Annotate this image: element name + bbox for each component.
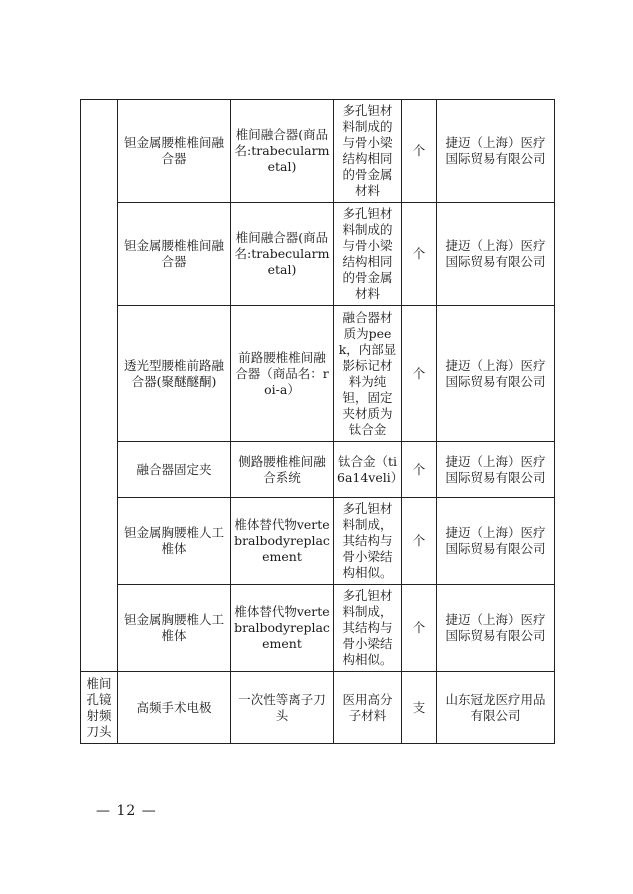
company-cell: 山东冠龙医疗用品有限公司 [437,672,555,744]
product-name-cell: 钽金属胸腰椎人工椎体 [118,585,231,672]
table-row [81,306,555,442]
table-row [81,585,555,672]
model-cell: 一次性等离子刀头 [231,672,334,744]
material-cell: 多孔钽材料制成，其结构与骨小梁结构相似。 [334,498,402,585]
table-row [81,498,555,585]
material-cell: 医用高分子材料 [334,672,402,744]
product-table [80,99,555,744]
unit-cell: 个 [402,585,437,672]
unit-cell: 个 [402,498,437,585]
company-cell: 捷迈（上海）医疗国际贸易有限公司 [437,100,555,203]
category-cell: 椎间孔镜射频刀头 [81,672,118,744]
product-name-cell: 透光型腰椎前路融合器(聚醚醚酮) [118,306,231,442]
model-cell: 椎体替代物vertebralbodyreplacement [231,498,334,585]
page-number: — 12 — [96,803,157,819]
table-row [81,203,555,306]
unit-cell: 个 [402,100,437,203]
company-cell: 捷迈（上海）医疗国际贸易有限公司 [437,442,555,498]
material-cell: 多孔钽材料制成的与骨小梁结构相同的骨金属材料 [334,100,402,203]
product-name-cell: 钽金属腰椎椎间融合器 [118,203,231,306]
model-cell: 侧路腰椎椎间融合系统 [231,442,334,498]
model-cell: 椎体替代物vertebralbodyreplacement [231,585,334,672]
unit-cell: 个 [402,306,437,442]
category-cell [81,100,118,672]
material-cell: 融合器材质为peek，内部显影标记材料为纯钽，固定夹材质为钛合金 [334,306,402,442]
product-name-cell: 高频手术电极 [118,672,231,744]
company-cell: 捷迈（上海）医疗国际贸易有限公司 [437,498,555,585]
company-cell: 捷迈（上海）医疗国际贸易有限公司 [437,306,555,442]
unit-cell: 支 [402,672,437,744]
table-row [81,100,555,203]
material-cell: 多孔钽材料制成，其结构与骨小梁结构相似。 [334,585,402,672]
product-name-cell: 钽金属腰椎椎间融合器 [118,100,231,203]
company-cell: 捷迈（上海）医疗国际贸易有限公司 [437,585,555,672]
table-row [81,672,555,744]
material-cell: 多孔钽材料制成的与骨小梁结构相同的骨金属材料 [334,203,402,306]
company-cell: 捷迈（上海）医疗国际贸易有限公司 [437,203,555,306]
model-cell: 椎间融合器(商品名:trabecularmetal) [231,203,334,306]
model-cell: 前路腰椎椎间融合器（商品名：roi-a） [231,306,334,442]
material-cell: 钛合金（ti6a14veli） [334,442,402,498]
unit-cell: 个 [402,442,437,498]
unit-cell: 个 [402,203,437,306]
table-row [81,442,555,498]
product-name-cell: 融合器固定夹 [118,442,231,498]
product-name-cell: 钽金属胸腰椎人工椎体 [118,498,231,585]
model-cell: 椎间融合器(商品名:trabecularmetal) [231,100,334,203]
